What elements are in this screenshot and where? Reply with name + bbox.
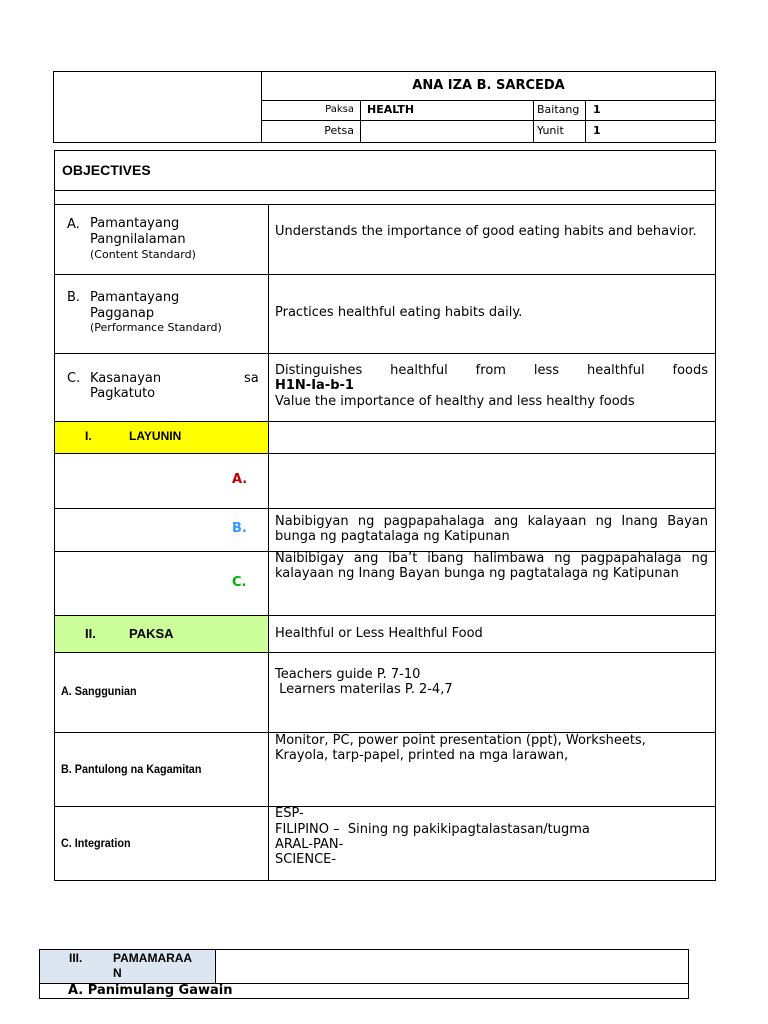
integration-line-2: FILIPINO – Sining ng pakikipagtalastasan/tugma xyxy=(275,822,590,837)
row-line xyxy=(54,204,716,205)
baitang-value: 1 xyxy=(593,103,601,116)
sanggunian-line-2: Learners materilas P. 2-4,7 xyxy=(275,682,453,697)
layunin-c-text: Naibibigay ang iba’t ibang halimbawa ng pagpapahalaga ng kalayaan ng Inang Bayan bunga ng pagtatalaga ng Katipunan xyxy=(275,551,708,581)
objective-c-label-2: Pagkatuto xyxy=(90,386,156,401)
pamamaraan-numeral: III. xyxy=(69,951,83,965)
yunit-label: Yunit xyxy=(537,124,564,137)
pamamaraan-label-2: N xyxy=(113,966,122,980)
pantulong-line-2: Krayola, tarp-papel, printed na mga larawan, xyxy=(275,748,569,763)
objective-c-text-3: Value the importance of healthy and less healthy foods xyxy=(275,394,635,409)
row-line xyxy=(54,453,716,454)
row-line xyxy=(54,421,716,422)
layunin-numeral: I. xyxy=(85,429,92,443)
objective-c-text-1: Distinguishes healthful from less healthful foods xyxy=(275,363,708,378)
integration-line-4: SCIENCE- xyxy=(275,852,337,867)
layunin-b-letter: B. xyxy=(232,521,247,536)
sanggunian-label: A. Sanggunian xyxy=(61,684,137,698)
petsa-label: Petsa xyxy=(324,124,354,137)
objective-c-code: H1N-Ia-b-1 xyxy=(275,378,354,393)
objective-b-label-2: Pagganap xyxy=(90,306,155,321)
objective-a-sub: (Content Standard) xyxy=(90,248,196,261)
objective-b-letter: B. xyxy=(67,290,81,305)
objective-c-label-1: Kasanayan xyxy=(90,371,162,386)
integration-line-1: ESP- xyxy=(275,806,304,821)
objective-a-text: Understands the importance of good eating habits and behavior. xyxy=(275,224,697,239)
header-row-line xyxy=(261,120,716,121)
objective-c-label-sa: sa xyxy=(244,371,259,386)
row-line xyxy=(54,274,716,275)
paksa-numeral: II. xyxy=(85,626,96,641)
objective-b-sub: (Performance Standard) xyxy=(90,321,222,334)
header-col-line xyxy=(585,100,586,143)
pamamaraan-col-line xyxy=(215,949,216,984)
header-row-line xyxy=(261,100,716,101)
integration-line-3: ARAL-PAN- xyxy=(275,837,344,852)
row-line xyxy=(54,190,716,191)
layunin-label: LAYUNIN xyxy=(129,429,182,443)
layunin-a-letter: A. xyxy=(232,472,248,487)
objective-b-text: Practices healthful eating habits daily. xyxy=(275,305,523,320)
row-line xyxy=(54,615,716,616)
paksa-label: Paksa xyxy=(325,104,354,115)
pantulong-label: B. Pantulong na Kagamitan xyxy=(61,762,202,776)
objective-a-letter: A. xyxy=(67,217,80,232)
layunin-c-letter: C. xyxy=(232,575,247,590)
objective-a-label-2: Pangnilalaman xyxy=(90,232,186,247)
layunin-b-text: Nabibigyan ng pagpapahalaga ang kalayaan ng Inang Bayan bunga ng pagtatalaga ng Katipunan xyxy=(275,514,708,544)
objective-b-label-1: Pamantayang xyxy=(90,290,180,305)
column-divider xyxy=(268,204,269,881)
baitang-label: Baitang xyxy=(537,103,580,116)
paksa-value: HEALTH xyxy=(367,103,415,116)
panimulang-gawain: A. Panimulang Gawain xyxy=(68,983,233,998)
row-line xyxy=(54,353,716,354)
pantulong-line-1: Monitor, PC, power point presentation (ppt), Worksheets, xyxy=(275,733,646,748)
header-col-line xyxy=(533,100,534,143)
row-line xyxy=(54,806,716,807)
yunit-value: 1 xyxy=(593,124,601,137)
objective-a-label-1: Pamantayang xyxy=(90,216,180,231)
objectives-heading: OBJECTIVES xyxy=(62,162,151,178)
paksa-heading: PAKSA xyxy=(129,626,174,641)
teacher-name: ANA IZA B. SARCEDA xyxy=(412,78,565,93)
pamamaraan-label-1: PAMAMARAA xyxy=(113,951,193,965)
row-line xyxy=(54,652,716,653)
sanggunian-line-1: Teachers guide P. 7-10 xyxy=(275,667,421,682)
integration-label: C. Integration xyxy=(61,836,131,850)
row-line xyxy=(54,508,716,509)
objective-c-letter: C. xyxy=(67,371,81,386)
paksa-text: Healthful or Less Healthful Food xyxy=(275,626,483,641)
header-col-line xyxy=(360,100,361,143)
